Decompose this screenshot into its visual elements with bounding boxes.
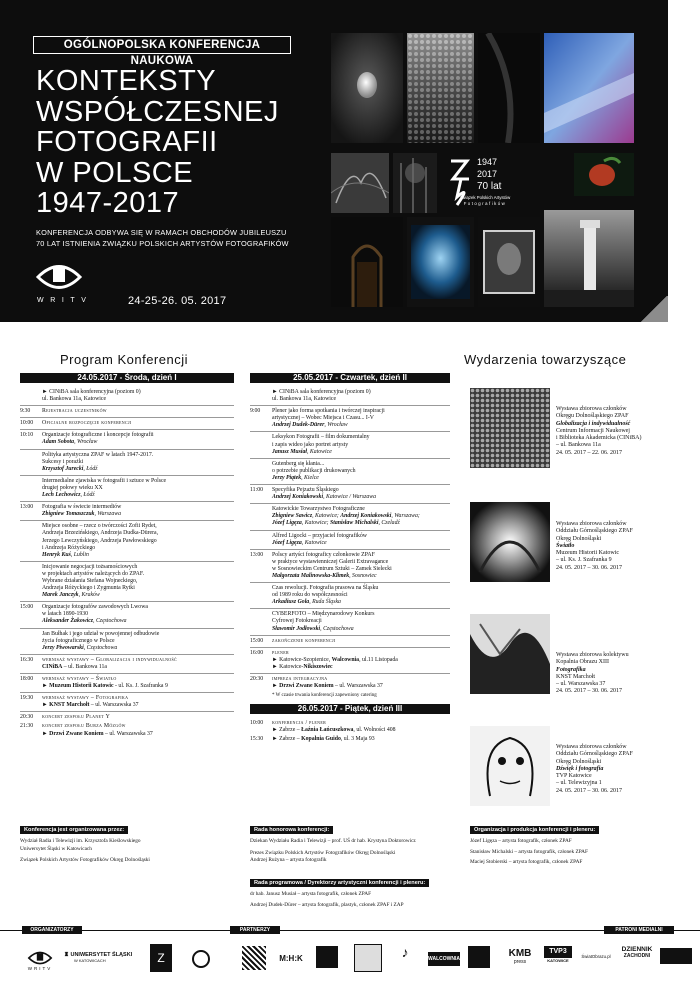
time: 16:00 [250, 649, 264, 656]
address: – ul. Warszawska 37 [89, 702, 139, 709]
zpaf-name-2: Fotografików [463, 201, 507, 206]
footer-writv-eye-icon [26, 950, 54, 966]
event-line: Okręg Dolnośląski [556, 535, 602, 542]
talk-title-cont: życia fotograficznego w Polsce [42, 637, 115, 644]
talk-title: CYBERFOTO – Międzynarodowy Konkurs [272, 611, 375, 618]
walcownia-logo: WALCOWNIA [428, 952, 460, 966]
speaker: Andrzej Koniakowski [340, 513, 392, 520]
venue: ► Drzwi Zwane Koniem [42, 730, 104, 737]
day2-row [250, 504, 450, 530]
partner-pattern-logo-icon [242, 946, 266, 970]
photo-tower [544, 210, 634, 307]
day2-header: 25.05.2017 - Czwartek, dzień II [250, 373, 450, 383]
talk-title-cont: w latach 1890-1930 [42, 611, 89, 618]
talk-title: Inicjowanie negocjacji tożsamościowych [42, 563, 138, 570]
writv-logo-text: WRITV [37, 297, 93, 304]
time: 20:30 [20, 714, 34, 721]
event-title: Dźwięk i fotografia [556, 765, 604, 772]
time: 19:30 [20, 695, 34, 702]
event-line: Wystawa zbiorowa członków [556, 521, 627, 527]
title-line-5: 1947-2017 [36, 187, 180, 219]
talk-title-cont: artystycznej – Wobec Miejsca i Czasu... I-V [272, 415, 374, 422]
day1-row [20, 655, 234, 674]
time: 10:00 [20, 420, 34, 427]
venue: Łaźnia Łańcuszkowa [301, 727, 354, 734]
city: , Katowice; [301, 520, 330, 527]
partner-script-logo-icon: ♪ [401, 946, 409, 961]
day1-row [20, 502, 234, 521]
subtitle-line-1: KONFERENCJA ODBYWA SIĘ W RAMACH OBCHODÓW JUBILEUSZU [36, 228, 287, 237]
zpaf-name-1: Związek Polskich Artystów [459, 195, 511, 200]
event-4 [556, 744, 656, 795]
events-heading: Wydarzenia towarzyszące [464, 352, 627, 367]
program-council-title: Rada programowa / Dyrektorzy artystyczni konferencji i pleneru: [250, 879, 429, 887]
tvp-name: TVP3 [549, 948, 567, 955]
concert: koncert zespołu Planet Y [42, 714, 111, 721]
media-label: PATRONI MEDIALNI [604, 926, 674, 934]
talk-title-cont: i zapis wideo jako portret artysty [272, 441, 349, 448]
event-line: Oddziału Górnośląskiego ZPAF [556, 528, 633, 535]
speaker: Stanisław Michalski [329, 520, 379, 527]
dz-sub: ZACHODNI [623, 953, 651, 959]
talk-title: Organizacje fotograficzne i koncepcje fotografii [42, 432, 154, 439]
speaker: Jerzy Piwowarski [42, 644, 84, 651]
talk-title: Leksykon Fotografii – film dokumentalny [272, 434, 370, 441]
agenda-item: konferencja / plener [272, 720, 327, 727]
city: , Kraków [78, 592, 100, 599]
address: ► Zabrze – [272, 736, 302, 743]
event-dates: 24. 05. 2017 – 30. 06. 2017 [556, 564, 622, 571]
day2-row [250, 609, 450, 635]
honorary-list [250, 838, 416, 865]
conference-type-badge: OGÓLNOPOLSKA KONFERENCJA NAUKOWA [33, 36, 291, 54]
zpaf-footer-logo-icon: Z [150, 944, 172, 972]
partner-dark-logo-icon [468, 946, 490, 968]
program-heading: Program Konferencji [60, 352, 188, 367]
talk-title-cont: o potrzebie publikacji drukowanych [272, 467, 356, 474]
credit-line: Prezes Związku Polskich Artystów Fotografików Okręg Dolnośląski [250, 849, 396, 856]
city: , Łódź [80, 492, 95, 499]
talk-title-cont: Wybrane działania Stefana Wojneckiego, [42, 577, 138, 584]
event-venue: KNST Marchołt [556, 673, 596, 680]
event-line: Okręg Dolnośląski [556, 758, 602, 765]
address: – ul. Bankowa 11a [62, 663, 107, 670]
talk-title: Specyfika Pejzażu Śląskiego [272, 487, 339, 494]
talk-title-cont: w Sosnowieckim Centrum Sztuki – Zamek Sielecki [272, 565, 392, 572]
talk-title-cont: i Andrzeja Różyckiego [42, 544, 96, 551]
speaker: Janusz Musiał [272, 448, 307, 455]
talk-title-cont: drugiej połowy wieku XX [42, 484, 103, 491]
time: 9:30 [20, 408, 31, 415]
city: , Katowice [301, 539, 327, 546]
speaker: Zbigniew Tomaszczuk [42, 511, 95, 518]
venue: ► Drzwi Zwane Koniem [272, 683, 334, 690]
city: , Częstochowa [320, 625, 354, 632]
time: 10:10 [20, 432, 34, 439]
talk-title-cont: od 1989 roku do współczesności [272, 592, 348, 599]
event-line: Wystawa zbiorowa członków [556, 406, 627, 412]
day1-venue-line-1: ► CINiBA sala konferencyjna (poziom 0) [42, 389, 141, 395]
day1-venue-line-2: ul. Bankowa 11a, Katowice [42, 396, 107, 403]
event-dates: 24. 05. 2017 – 30. 06. 2017 [556, 787, 622, 794]
city: , Katowice / Warszawa [323, 494, 376, 501]
address: ► Katowice- [272, 663, 304, 670]
venue: Nikiszowiec [303, 663, 333, 670]
photo-egg [331, 33, 403, 143]
partners-label: PARTNERZY [230, 926, 280, 934]
time: 16:30 [20, 656, 34, 663]
header-right-margin [668, 0, 700, 322]
agenda-item: Oficjalne rozpoczęcie konferencji [42, 420, 132, 427]
city: , Ruda Śląska [309, 599, 341, 606]
speaker: Lech Lechowicz [42, 492, 81, 499]
talk-title: Polscy artyści fotograficy członkowie ZPAF [272, 551, 375, 558]
photo-portrait [478, 217, 540, 307]
speaker: Marek Janczyk [42, 592, 79, 599]
event-dates: 24. 05. 2017 – 22. 06. 2017 [556, 449, 622, 456]
day2-row [250, 459, 450, 485]
vernissage: wernisaż wystawy – Światło [42, 676, 117, 682]
day2-row [250, 485, 450, 504]
time: 13:00 [20, 504, 34, 511]
day1-row [20, 418, 234, 430]
city: , Sosnowiec [349, 572, 377, 579]
credit-line: Józef Ligęza – artysta fotografik, członek ZPAF [470, 838, 572, 844]
day1-row [20, 476, 234, 502]
day1-row [20, 521, 234, 561]
event-address: – ul. Bankowa 11a [556, 442, 601, 449]
day1-venue [20, 387, 234, 406]
city: , Warszawa [94, 511, 121, 518]
day3-header: 26.05.2017 - Piątek, dzień III [250, 704, 450, 714]
event-1-photo [470, 388, 550, 468]
venue: Walcownia [331, 656, 360, 663]
time: 10:00 [250, 720, 264, 727]
address: , ul.11 Listopada [359, 656, 398, 663]
vernissage: wernisaż wystawy – Globalizacja i indywidualność [42, 656, 177, 663]
footer-us-logo [64, 952, 134, 963]
city: , Wrocław [74, 439, 98, 446]
event-line: Oddziału Górnośląskiego ZPAF [556, 751, 633, 758]
kmb-logo [506, 948, 534, 965]
city: , Wrocław [324, 422, 348, 429]
day1-row [20, 450, 234, 476]
credit-line: dr hab. Janusz Musiał – artysta fotografik, członek ZPAF [250, 891, 372, 897]
time: 15:00 [250, 637, 264, 644]
day2-row [250, 583, 450, 609]
time: 21:30 [20, 723, 34, 730]
event-dates: 24. 05. 2017 – 30. 06. 2017 [556, 688, 622, 695]
city: , Lublin [70, 551, 89, 558]
city: , Częstochowa [93, 618, 127, 625]
photo-blue-abstract [544, 33, 634, 143]
mhk-logo: M:H:K [279, 954, 303, 963]
agenda-item: Rejestracja uczestników [42, 408, 107, 415]
agenda-item: plener [272, 649, 289, 656]
event-line: Kopalnia Obrazu XIII [556, 659, 609, 666]
day2-row [250, 432, 450, 458]
talk-title-cont: Sukcesy i porażki [42, 458, 84, 465]
partner-circle-logo-icon [192, 950, 210, 968]
day1-row [20, 602, 234, 628]
organized-by-list [20, 838, 150, 865]
event-line: Wystawa zbiorowa członków [556, 744, 627, 750]
speaker: Zbigniew Sawicz [272, 513, 313, 520]
credit-line: Andrzej Dudek-Dürer – artysta fotografik, plastyk, członek ZPAF i ZAP [250, 901, 404, 908]
city: , Kielce [301, 474, 319, 481]
talk-title-cont: Andrzeja Brzezińskiego, Andrzeja Dudka-Dürera, [42, 530, 159, 537]
day2-row [250, 550, 450, 583]
speaker: Arkadiusz Gola [272, 599, 310, 606]
photo-red-object [574, 153, 634, 196]
event-venue: Muzeum Historii Katowic [556, 550, 619, 557]
dz-name: DZIENNIK [621, 946, 653, 953]
venue: ► KNST Marchołt [42, 702, 90, 709]
day1-row [20, 406, 234, 418]
city: , Warszawa; [391, 513, 420, 520]
partner-black-logo-icon [316, 946, 338, 968]
talk-title-cont: w praktyce wystawienniczej Galerii Extravagance [272, 558, 389, 565]
organizers-label: ORGANIZATORZY [22, 926, 82, 934]
event-venue: i Biblioteka Akademicka (CINiBA) [556, 435, 642, 442]
media-black-logo-icon [660, 948, 692, 964]
event-2 [556, 521, 656, 572]
talk-title: Plener jako forma spotkania i twórczej inspiracji [272, 408, 385, 415]
conference-dates: 24-25-26. 05. 2017 [128, 295, 227, 307]
kmb-sub: press [513, 959, 527, 965]
production-list [470, 838, 588, 867]
credit-line: Uniwersytet Śląski w Katowicach [20, 845, 92, 852]
photo-blue-circle [407, 217, 474, 307]
talk-title: Alfred Ligocki – przyjaciel fotografików [272, 532, 367, 539]
talk-title: Czas rewolucji. Fotografia prasowa na Śląsku [272, 585, 379, 592]
venue: CINiBA [42, 663, 63, 670]
writv-eye-logo-icon [36, 262, 82, 292]
event-address: – ul. Telewizyjna 1 [556, 780, 602, 787]
day1-row [20, 693, 234, 712]
city: , Czeladź [378, 520, 400, 527]
speaker: Krzysztof Jurecki [42, 465, 84, 472]
day1-row [20, 629, 234, 655]
credit-line: Andrzej Rużyna – artysta fotografik [250, 857, 327, 863]
photo-tree-bw [331, 153, 389, 213]
zpaf-year-end: 2017 [477, 169, 498, 179]
honorary-title: Rada honorowa konferencji: [250, 826, 333, 834]
talk-title-cont: Cyfrowej Fotokreacji [272, 618, 322, 625]
event-3-photo [470, 614, 550, 694]
talk-title: Miejsce osobne – rzecz o twórczości Zofii Rydet, [42, 523, 157, 530]
speaker: Małgorzata Malinowska-Klimek [272, 572, 350, 579]
time: 20:30 [250, 676, 264, 682]
speaker: Andrzej Dudek-Dürer [272, 422, 325, 429]
address: – ul. Warszawska 37 [333, 683, 383, 690]
city: , Katowice; [312, 513, 341, 520]
time: 18:00 [20, 676, 34, 682]
city: , Częstochowa [83, 644, 118, 651]
day3-row [250, 736, 450, 745]
concert: koncert zespołu Burza Mózgów [42, 723, 126, 730]
speaker: Sławomir Jodłowski [272, 625, 321, 632]
talk-title: Polityka artystyczna ZPAF w latach 1947-2017. [42, 451, 154, 458]
zpaf-70-logo [447, 157, 523, 212]
credit-line: Wydział Radia i Telewizji im. Krzysztofa Kieślowskiego [20, 838, 141, 844]
agenda-item: impreza integracyjna [272, 676, 328, 682]
kmb-name: KMB [508, 948, 532, 959]
zpaf-70-years: 70 lat [477, 181, 502, 192]
day1-header: 24.05.2017 - Środa, dzień I [20, 373, 234, 383]
address: ► Zabrze – [272, 727, 302, 734]
zpaf-year-start: 1947 [477, 157, 498, 167]
footer-writv-text: WRITV [27, 966, 53, 971]
talk-title: Organizacje fotografów zawodowych Lwowa [42, 604, 148, 611]
photo-glass [407, 33, 474, 143]
photo-arch [331, 217, 403, 307]
day2-row [250, 406, 450, 432]
city: , Katowice [306, 448, 332, 455]
day2-column [250, 373, 450, 746]
credit-line: Maciej Stobierski – artysta fotografik, członek ZPAF [470, 859, 583, 865]
day2-venue-line-1: ► CINiBA sala konferencyjna (poziom 0) [272, 389, 371, 395]
event-venue: TVP Katowice [556, 773, 592, 780]
day1-column [20, 373, 234, 740]
speaker: Andrzej Koniakowski [272, 494, 324, 501]
poster-subtitle [36, 227, 336, 249]
time: 15:30 [250, 736, 264, 743]
event-venue: Centrum Informacji Naukowej [556, 427, 630, 434]
time: 13:00 [250, 551, 264, 558]
speaker: Józef Ligęza [272, 539, 302, 546]
us-crest-icon: ♜ [64, 952, 71, 958]
title-line-1: KONTEKSTY [36, 65, 217, 97]
event-address: – ul. Ks. J. Szafranka 9 [556, 557, 612, 564]
day2-venue [250, 387, 450, 406]
time: 11:00 [250, 487, 263, 494]
address: , ul. 3 Maja 93 [340, 736, 375, 743]
footer-rule [0, 930, 700, 931]
program-council-list [250, 891, 404, 909]
credit-line: Dziekan Wydziału Radia i Telewizji – prof. UŚ dr hab. Krystyna Doktorowicz [250, 838, 416, 844]
subtitle-line-2: 70 LAT ISTNIENIA ZWIĄZKU POLSKICH ARTYSTÓW FOTOGRAFIKÓW [36, 239, 289, 248]
day1-row [20, 430, 234, 449]
credit-line: Związek Polskich Artystów Fotografików Okręg Dolnośląski [20, 857, 150, 863]
event-1 [556, 406, 656, 457]
day3-row [250, 718, 450, 736]
swiatobrazu-logo: ŚwiatObrazu.pl [581, 954, 611, 959]
agenda-item: zakończenie konferencji [272, 637, 336, 644]
photo-forest [393, 153, 437, 213]
day2-row [250, 636, 450, 648]
speaker: Aleksander Żakowicz [42, 618, 94, 625]
poster-title [36, 66, 326, 219]
time: 15:00 [20, 604, 34, 611]
address: – ul. Warszawska 37 [103, 730, 153, 737]
production-title: Organizacja i produkcja konferencji i pleneru: [470, 826, 599, 834]
us-sub: W KATOWICACH [74, 958, 106, 963]
page-fold-corner [640, 296, 668, 322]
day2-row [250, 648, 450, 674]
event-title: Światło [556, 542, 575, 549]
dziennik-logo [618, 946, 656, 960]
address: ► Katowice-Szopienice, [272, 656, 332, 663]
day2-venue-line-2: ul. Bankowa 11a, Katowice [272, 396, 337, 403]
talk-title-cont: Jerzego Lewczyńskiego, Andrzeja Pawłowskiego [42, 537, 157, 544]
talk-title: Gutenberg się kłania... [272, 460, 325, 467]
day2-row [250, 531, 450, 550]
tvp-logo [544, 946, 572, 964]
event-line: Wystawa zbiorowa kolektywu [556, 652, 629, 658]
catering-note: * W czasie trwania konferencji zapewniony catering [272, 693, 377, 699]
address: - ul. Ks. J. Szafranka 9 [113, 683, 168, 690]
talk-title: Fotografia w świecie intermediów [42, 504, 122, 511]
address: , ul. Wolności 408 [353, 727, 396, 734]
talk-title-cont: w projektach artystów należących do ZPAF. [42, 570, 145, 577]
title-line-4: W POLSCE [36, 156, 194, 189]
vernissage: wernisaż wystawy – Fotografika [42, 695, 129, 702]
event-line: Okręgu Dolnośląskiego ZPAF [556, 413, 629, 420]
venue: Kopalnia Guido [301, 736, 341, 743]
day1-row [20, 723, 234, 739]
event-3 [556, 652, 656, 696]
venue: ► Muzeum Historii Katowic [42, 683, 114, 690]
talk-title: Intermedialne zjawiska w fotografii i sztuce w Polsce [42, 477, 167, 484]
credit-line: Stanisław Michalski – artysta fotografik, członek ZPAF [470, 848, 588, 855]
event-address: – ul. Warszawska 37 [556, 681, 606, 688]
event-2-photo [470, 502, 550, 582]
us-name: UNIWERSYTET ŚLĄSKI [70, 952, 133, 958]
event-4-photo [470, 726, 550, 806]
event-title: Globalizacja i indywidualność [556, 420, 631, 427]
day1-row [20, 562, 234, 602]
day1-row [20, 674, 234, 693]
city: , Łódź [83, 465, 98, 472]
talk-title: Jan Bułhak i jego udział w powojennej odbudowie [42, 630, 160, 637]
speaker: Henryk Kuś [42, 551, 71, 558]
speaker: Józef Ligęza [272, 520, 302, 527]
time: 9:00 [250, 408, 261, 415]
speaker: Adam Sobota [42, 439, 75, 446]
photo-dark-abstract [478, 33, 540, 143]
day1-row [20, 712, 234, 723]
organized-by-title: Konferencja jest organizowana przez: [20, 826, 128, 834]
talk-title: Katowickie Towarzystwo Fotograficzne [272, 506, 365, 513]
title-line-2: WSPÓŁCZESNEJ [36, 95, 279, 128]
partner-square-logo-icon [354, 944, 382, 972]
tvp-sub: KATOWICE [544, 958, 572, 964]
day2-row [250, 674, 450, 692]
event-title: Fotografika [556, 666, 586, 673]
title-line-3: FOTOGRAFII [36, 126, 218, 158]
talk-title-cont: Andrzeja Różyckiego i Zygmunta Rytki [42, 585, 135, 592]
speaker: Jerzy Piątek [272, 474, 302, 481]
